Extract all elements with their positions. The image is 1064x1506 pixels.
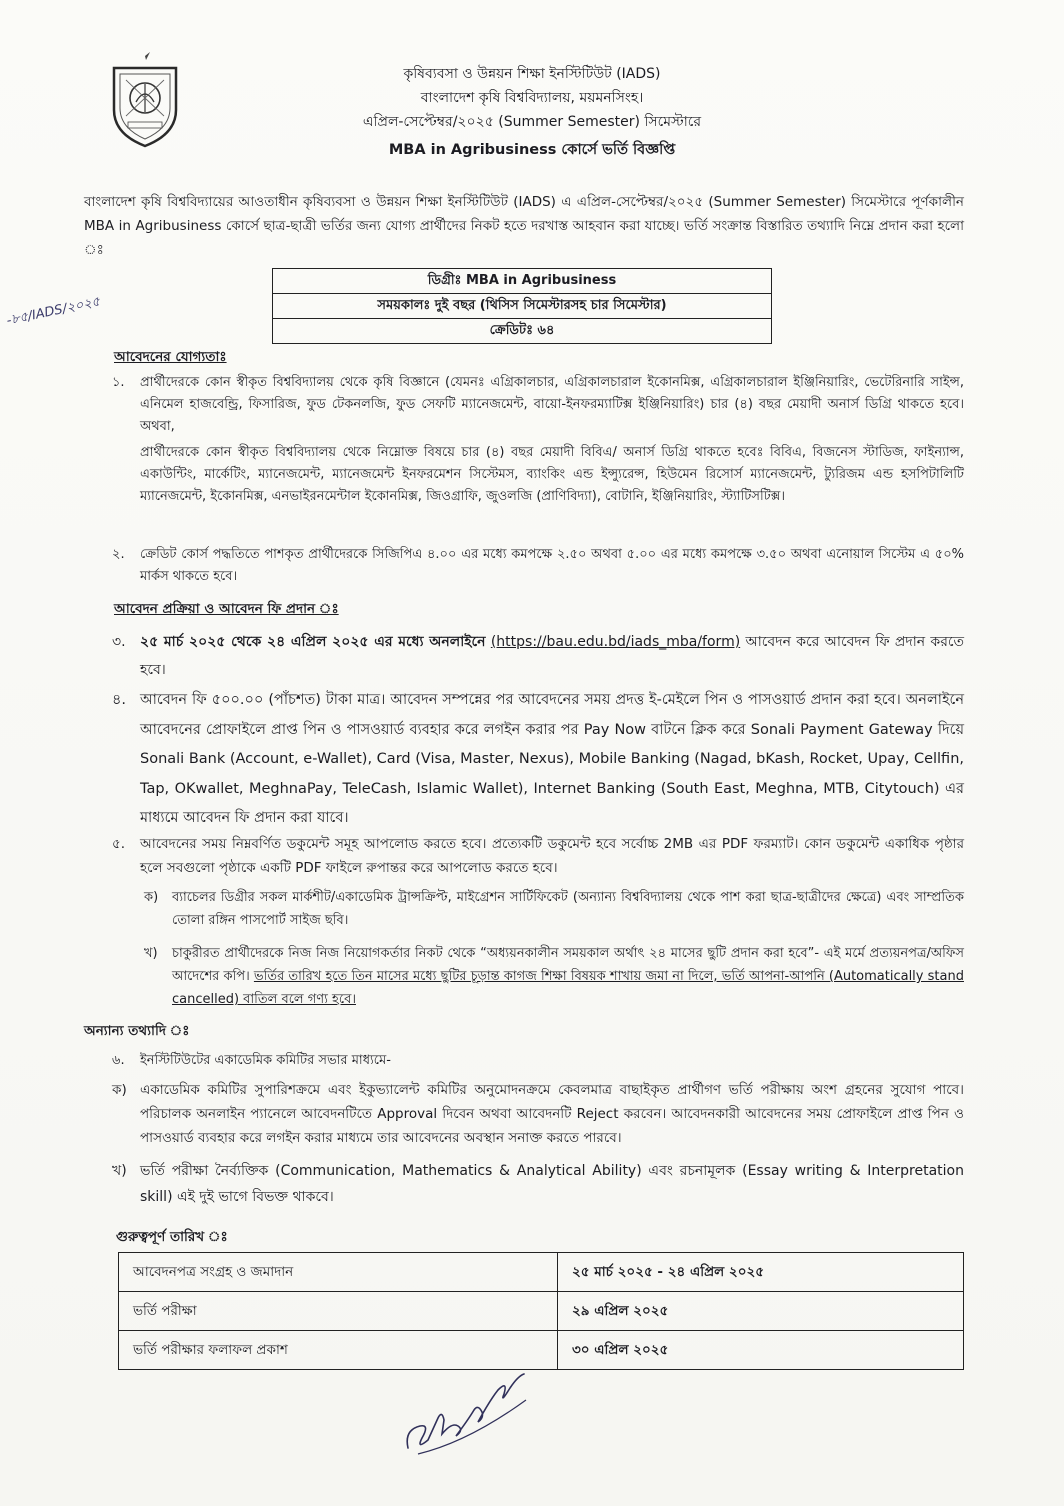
item-number: ৩. <box>112 634 126 650</box>
table-row <box>119 1292 964 1331</box>
intro-paragraph: বাংলাদেশ কৃষি বিশ্ববিদ্যায়ের আওতাধীন কৃষিব্যবসা ও উন্নয়ন শিক্ষা ইনস্টিটিউট (IADS) এ এপ্রিল-সেপ্টেম্বর/২০২৫ (Summer Semester) সিমেস্টারে পূর্ণকালীন MBA in Agribusiness কোর্সে ছাত্র-ছাত্রী ভর্তির জন্য যোগ্য প্রার্থীদের নিকট হতে দরখাস্ত আহবান করা যাচ্ছে। ভর্তি সংক্রান্ত বিস্তারিত তথ্যাদি নিম্নে প্রদান করা হলো ঃ <box>84 194 964 258</box>
other-item-6 <box>112 1050 964 1072</box>
item-text: ক্রেডিট কোর্স পদ্ধতিতে পাশকৃত প্রার্থীদেরকে সিজিপিএ ৪.০০ এর মধ্যে কমপক্ষে ২.৫০ অথবা ৫.০০ এর মধ্যে কমপক্ষে ৩.৫০ অথবা এনোয়াল সিস্টেম এ ৫০% মার্কস থাকতে হবে। <box>140 547 964 584</box>
sub-number: ক) <box>144 890 159 905</box>
eligibility-item-2 <box>112 544 964 588</box>
other-sub-kha <box>112 1158 964 1210</box>
handwritten-signature <box>398 1360 538 1460</box>
table-row <box>119 1253 964 1292</box>
item-text: ইনস্টিটিউটের একাডেমিক কমিটির সভার মাধ্যমে- <box>140 1053 391 1068</box>
margin-handwritten-note: -৮৫/IADS/২০২৫ <box>5 294 102 329</box>
date-label: ভর্তি পরীক্ষা <box>119 1292 558 1331</box>
sub-number: ক) <box>112 1082 127 1098</box>
eligibility-item-1-alt <box>140 442 964 508</box>
item-number: ৫. <box>112 836 126 852</box>
important-dates-heading: গুরুত্বপূর্ণ তারিখ ঃ <box>116 1229 228 1245</box>
sub-number: খ) <box>112 1163 127 1179</box>
date-value: ২৫ মার্চ ২০২৫ - ২৪ এপ্রিল ২০২৫ <box>558 1253 964 1292</box>
eligibility-heading: আবেদনের যোগ্যতাঃ <box>114 349 227 365</box>
degree-cell: ডিগ্রীঃ MBA in Agribusiness <box>273 269 772 294</box>
application-item-3-rest: আবেদন করে আবেদন ফি প্রদান করতে হবে। <box>140 634 965 678</box>
table-row <box>119 1331 964 1370</box>
leave-warning-text: ভর্তির তারিখ হতে তিন মাসের মধ্যে ছুটির চূড়ান্ত কাগজ শিক্ষা বিষয়ক শাখায় জমা না দিলে, ভর্তি আপনা-আপনি (Automatically stand cancelled) বাতিল বলে গণ্য হবে। <box>172 969 964 1007</box>
university-name: বাংলাদেশ কৃষি বিশ্ববিদ্যালয়, ময়মনসিংহ। <box>420 90 644 106</box>
date-label: আবেদনপত্র সংগ্রহ ও জমাদান <box>119 1253 558 1292</box>
item-number: ৬. <box>112 1053 125 1068</box>
sub-number: খ) <box>144 946 158 961</box>
item-number: ৪. <box>112 692 127 708</box>
notice-header <box>0 62 1064 162</box>
institute-name: কৃষিব্যবসা ও উন্নয়ন শিক্ষা ইনস্টিটিউট (IADS) <box>403 66 661 82</box>
fee-payment-text: আবেদন ফি ৫০০.০০ (পাঁচশত) টাকা মাত্র। আবেদন সম্পন্নের পর আবেদনের সময় প্রদত্ত ই-মেইলে পিন ও পাসওয়ার্ড প্রদান করা হবে। অনলাইনে আবেদনের প্রোফাইলে প্রাপ্ত পিন ও পাসওয়ার্ড ব্যবহার করে লগইন করার পর Pay Now বাটনে ক্লিক করে Sonali Payment Gateway দিয়ে Sonali Bank (Account, e-Wallet), Card (Visa, Master, Nexus), Mobile Banking (Nagad, bKash, Rocket, Upay, Cellfin, Tap, OKwallet, MeghnaPay, TeleCash, Islamic Wallet), Internet Banking (South East, Meghna, MTB, Citytouch) এর মাধ্যমে আবেদন ফি প্রদান করা যাবে। <box>140 692 964 826</box>
credit-cell: ক্রেডিটঃ ৬৪ <box>273 319 772 344</box>
application-item-5 <box>112 832 964 880</box>
application-item-3 <box>112 628 965 684</box>
other-sub-ka <box>112 1078 964 1150</box>
date-value: ২৯ এপ্রিল ২০২৫ <box>558 1292 964 1331</box>
documents-sub-kha <box>144 942 964 1011</box>
application-heading: আবেদন প্রক্রিয়া ও আবেদন ফি প্রদান ঃ <box>114 601 339 617</box>
duration-cell: সময়কালঃ দুই বছর (থিসিস সিমেস্টারসহ চার সিমেস্টার) <box>273 294 772 319</box>
sub-text: ভর্তি পরীক্ষা নৈর্ব্যক্তিক (Communication, Mathematics & Analytical Ability) এবং রচনামূলক (Essay writing & Interpretation skill) এই দুই ভাগে বিভক্ত থাকবে। <box>140 1163 964 1205</box>
date-value: ৩০ এপ্রিল ২০২৫ <box>558 1331 964 1370</box>
item-text: প্রার্থীদেরকে কোন স্বীকৃত বিশ্ববিদ্যালয় থেকে কৃষি বিজ্ঞানে (যেমনঃ এগ্রিকালচার, এগ্রিকালচারাল ইকোনমিক্স, এগ্রিকালচারাল ইঞ্জিনিয়ারিং, ভেটেরিনারি সাইন্স, এনিমেল হাজবেন্ড্রি, ফিসারিজ, ফুড টেকনলজি, ফুড সেফটি ম্যানেজমেন্ট, বায়ো-ইনফরম্যাটিক্স ইঞ্জিনিয়ারিং) চার (৪) বছর মেয়াদী অনার্স ডিগ্রি থাকতে হবে। অথবা, <box>140 375 964 434</box>
degree-info-table <box>272 268 772 344</box>
sub-text: চাকুরীরত প্রার্থীদেরকে নিজ নিজ নিয়োগকর্তার নিকট থেকে “অধ্যয়নকালীন সময়কাল অর্থাৎ ২৪ মাসের ছুটি প্রদান করা হবে”- এই মর্মে প্রত্যয়নপত্র/অফিস আদেশের কপি। <box>172 946 964 984</box>
other-info-heading: অন্যান্য তথ্যাদি ঃ <box>84 1023 190 1039</box>
application-item-4 <box>112 686 964 834</box>
date-label: ভর্তি পরীক্ষার ফলাফল প্রকাশ <box>119 1331 558 1370</box>
documents-sub-ka <box>144 886 964 932</box>
application-period: ২৫ মার্চ ২০২৫ থেকে ২৪ এপ্রিল ২০২৫ এর মধ্যে অনলাইনে <box>140 634 486 650</box>
sub-text: ব্যাচেলর ডিগ্রীর সকল মার্কশীট/একাডেমিক ট্রান্সক্রিপ্ট, মাইগ্রেশন সার্টিফিকেট (অন্যান্য বিশ্ববিদ্যালয় থেকে পাশ করা ছাত্র-ছাত্রীদের ক্ষেত্রে) এবং সাম্প্রতিক তোলা রঙ্গিন পাসপোর্ট সাইজ ছবি। <box>172 890 964 928</box>
sub-text: একাডেমিক কমিটির সুপারিশক্রমে এবং ইকুভ্যালেন্ট কমিটির অনুমোদনক্রমে কেবলমাত্র বাছাইকৃত প্রার্থীগণ ভর্তি পরীক্ষায় অংশ গ্রহনের সুযোগ পাবে। পরিচালক অনলাইন প্যানেলে আবেদনটিতে Approval দিবেন অথবা আবেদনটি Reject করবেন। আবেদনকারী আবেদনের সময় প্রোফাইলে প্রাপ্ত পিন ও পাসওয়ার্ড ব্যবহার করে লগইন করার মাধ্যমে তার আবেদনের অবস্থান সনাক্ত করতে পারবে। <box>140 1082 964 1146</box>
semester-line: এপ্রিল-সেপ্টেম্বর/২০২৫ (Summer Semester) সিমেস্টারে <box>362 114 702 130</box>
important-dates-table <box>118 1252 964 1370</box>
documents-text: আবেদনের সময় নিম্নবর্ণিত ডকুমেন্ট সমূহ আপলোড করতে হবে। প্রত্যেকটি ডকুমেন্ট হবে সর্বোচ্চ 2MB এর PDF ফরম্যাট। কোন ডকুমেন্ট একাধিক পৃষ্ঠার হলে সবগুলো পৃষ্ঠাকে একটি PDF ফাইলে রুপান্তর করে আপলোড করতে হবে। <box>140 836 964 876</box>
notice-title: MBA in Agribusiness কোর্সে ভর্তি বিজ্ঞপ্তি <box>388 142 676 158</box>
item-number: ২. <box>112 547 125 562</box>
application-form-link[interactable]: (https://bau.edu.bd/iads_mba/form) <box>490 634 741 650</box>
item-number: ১. <box>112 375 125 390</box>
item-text-alt: প্রার্থীদেরকে কোন স্বীকৃত বিশ্ববিদ্যালয় থেকে নিম্নোক্ত বিষয়ে চার (৪) বছর মেয়াদী বিবিএ/ অনার্স ডিগ্রি থাকতে হবেঃ বিবিএ, বিজনেস স্টাডিজ, ফাইন্যান্স, একাউন্টিং, মার্কেটিং, ম্যানেজমেন্ট, ম্যানেজমেন্ট ইনফরমেশন সিস্টেমস, ব্যাংকিং এন্ড ইন্স্যুরেন্স, হিউমেন রিসোর্স ম্যানেজমেন্ট, ট্যুরিজম এন্ড হসপিটালিটি ম্যানেজমেন্ট, ইকোনমিক্স, এনভাইরনমেন্টাল ইকোনমিক্স, জিওগ্রাফি, জুওলজি (প্রাণিবিদ্যা), বোটানি, ইঞ্জিনিয়ারিং, স্ট্যাটিসটিক্স। <box>140 445 964 504</box>
eligibility-item-1 <box>112 372 964 438</box>
